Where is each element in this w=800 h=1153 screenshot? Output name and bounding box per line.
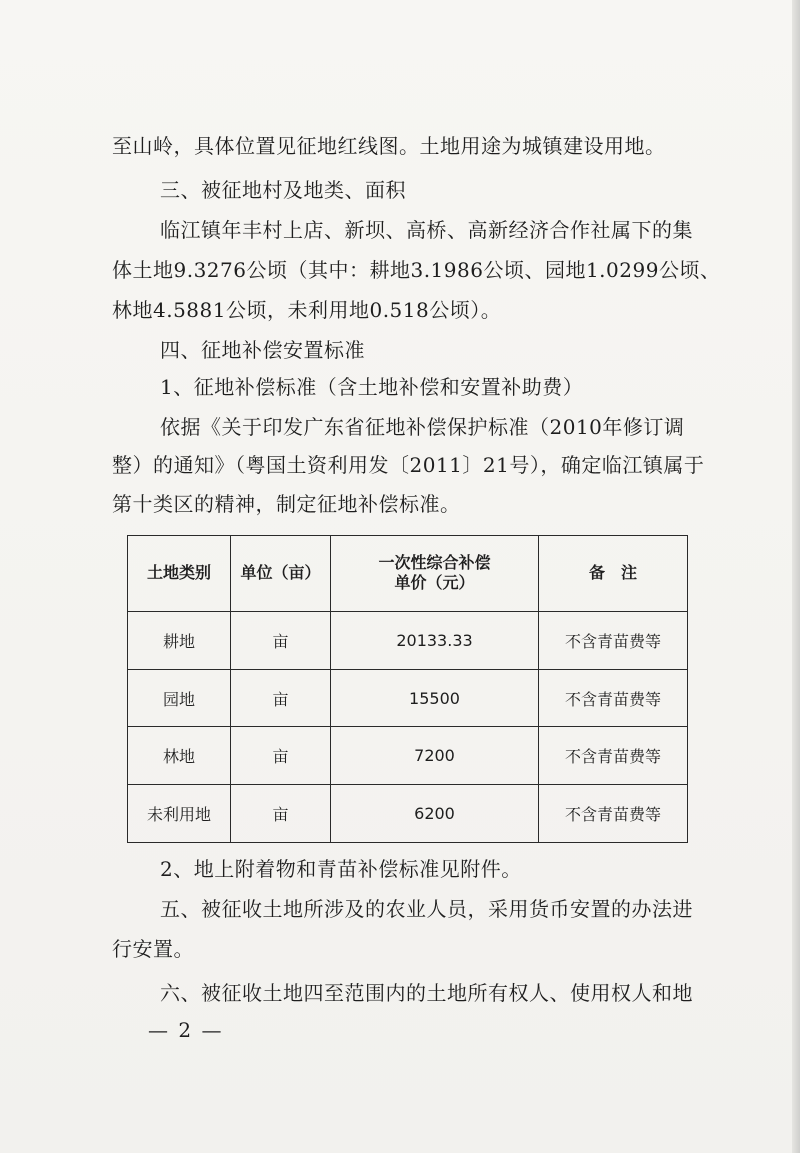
paragraph-basis-line1: 依据《关于印发广东省征地补偿保护标准（2010年修订调 bbox=[160, 415, 685, 439]
header-unit-price bbox=[331, 536, 539, 612]
cell-remarks: 不含青苗费等 bbox=[539, 785, 688, 843]
section-4-heading: 四、征地补偿安置标准 bbox=[160, 338, 365, 362]
header-remarks: 备 注 bbox=[539, 536, 688, 612]
cell-remarks: 不含青苗费等 bbox=[539, 727, 688, 785]
paragraph-villages-line2: 体土地9.3276公顷（其中：耕地3.1986公顷、园地1.0299公顷、 bbox=[112, 258, 721, 282]
paragraph-villages-line1: 临江镇年丰村上店、新坝、高桥、高新经济合作社属下的集 bbox=[160, 218, 693, 242]
cell-price: 20133.33 bbox=[331, 611, 539, 669]
section-6-line1: 六、被征收土地四至范围内的土地所有权人、使用权人和地 bbox=[160, 981, 693, 1005]
table-row bbox=[128, 785, 688, 843]
section-4-1-heading: 1、征地补偿标准（含土地补偿和安置补助费） bbox=[160, 375, 584, 399]
table-header-row bbox=[128, 536, 688, 612]
section-5-line2: 行安置。 bbox=[112, 937, 194, 961]
cell-unit: 亩 bbox=[231, 669, 331, 727]
cell-price: 7200 bbox=[331, 727, 539, 785]
compensation-table bbox=[127, 535, 688, 843]
page-edge bbox=[792, 0, 800, 1153]
paragraph-land-use: 至山岭，具体位置见征地红线图。土地用途为城镇建设用地。 bbox=[112, 134, 666, 158]
cell-land-type: 园地 bbox=[128, 669, 231, 727]
table-row bbox=[128, 669, 688, 727]
header-price-line1: 一次性综合补偿 bbox=[378, 553, 491, 573]
table-row bbox=[128, 727, 688, 785]
cell-land-type: 未利用地 bbox=[128, 785, 231, 843]
paragraph-basis-line2: 整）的通知》（粤国土资利用发〔2011〕21号），确定临江镇属于 bbox=[112, 453, 705, 477]
table-row bbox=[128, 611, 688, 669]
cell-price: 6200 bbox=[331, 785, 539, 843]
section-5-line1: 五、被征收土地所涉及的农业人员，采用货币安置的办法进 bbox=[160, 897, 693, 921]
section-3-heading: 三、被征地村及地类、面积 bbox=[160, 178, 406, 202]
page-number: — 2 — bbox=[148, 1018, 224, 1042]
cell-land-type: 林地 bbox=[128, 727, 231, 785]
cell-price: 15500 bbox=[331, 669, 539, 727]
cell-remarks: 不含青苗费等 bbox=[539, 669, 688, 727]
cell-remarks: 不含青苗费等 bbox=[539, 611, 688, 669]
cell-unit: 亩 bbox=[231, 727, 331, 785]
header-unit: 单位（亩） bbox=[231, 536, 331, 612]
section-4-2: 2、地上附着物和青苗补偿标准见附件。 bbox=[160, 857, 522, 881]
header-price-line2: 单价（元） bbox=[394, 573, 475, 593]
cell-unit: 亩 bbox=[231, 785, 331, 843]
paragraph-villages-line3: 林地4.5881公顷，未利用地0.518公顷）。 bbox=[112, 298, 502, 322]
header-land-type: 土地类别 bbox=[128, 536, 231, 612]
cell-land-type: 耕地 bbox=[128, 611, 231, 669]
paragraph-basis-line3: 第十类区的精神，制定征地补偿标准。 bbox=[112, 492, 461, 516]
cell-unit: 亩 bbox=[231, 611, 331, 669]
